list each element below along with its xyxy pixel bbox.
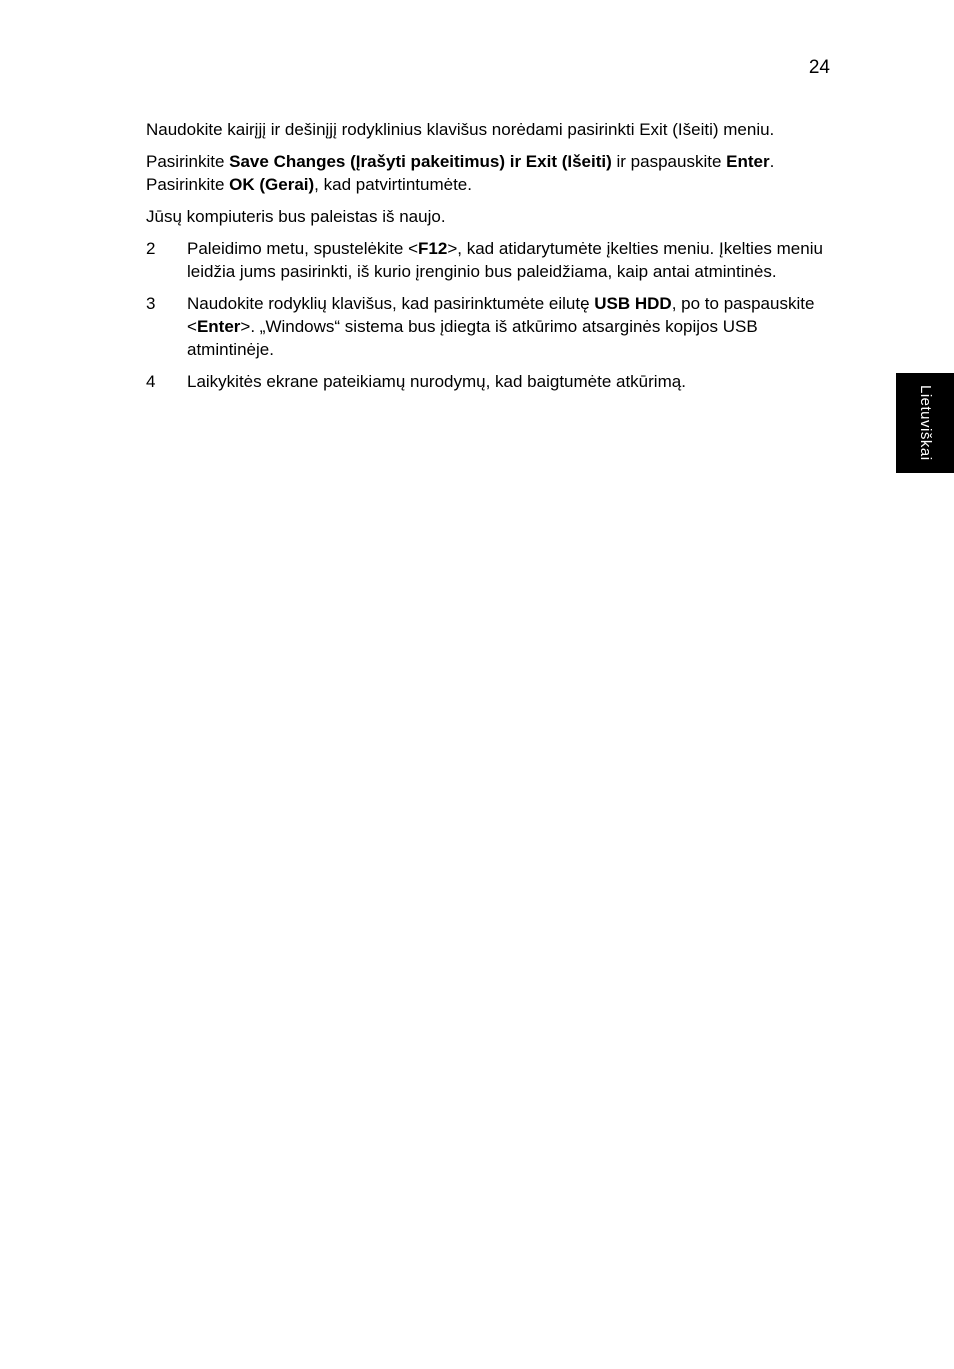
- text-run: ir paspauskite: [611, 152, 727, 171]
- page-number: 24: [808, 57, 830, 78]
- bold-usb-hdd: USB HDD: [594, 294, 672, 313]
- text-run: Paleidimo metu, spustelėkite <: [187, 239, 419, 258]
- text-run: , kad patvirtintumėte.: [314, 175, 472, 194]
- text-run: Pasirinkite: [146, 152, 230, 171]
- step-number: 4: [146, 372, 156, 391]
- step-text: [187, 237, 836, 283]
- list-item: [146, 370, 836, 393]
- paragraph-exit-menu: Naudokite kairįjį ir dešinįjį rodyklinius klavišus norėdami pasirinkti Exit (Išeiti) meniu.: [146, 120, 775, 139]
- text-run: . Pasirinkite: [146, 152, 775, 194]
- bold-enter: Enter: [196, 317, 241, 336]
- text-run: Naudokite rodyklių klavišus, kad pasirinktumėte eilutę: [187, 294, 595, 313]
- text-run: , po to paspauskite <: [187, 294, 815, 336]
- bold-ok: OK (Gerai): [229, 175, 315, 194]
- list-item: [146, 237, 836, 283]
- step-number: 2: [146, 239, 156, 258]
- steps-list: [146, 237, 836, 393]
- step-number: 3: [146, 294, 156, 313]
- bold-save-changes: Save Changes (Įrašyti pakeitimus) ir Exit (Išeiti): [229, 152, 612, 171]
- text-run: >, kad atidarytumėte įkelties meniu. Įkelties meniu leidžia jums pasirinkti, iš kurio įrenginio bus paleidžiama, kaip antai atmintinės.: [187, 239, 823, 281]
- language-tab-label: Lietuviškai: [917, 385, 934, 461]
- language-side-tab: [896, 373, 954, 473]
- bold-enter: Enter: [726, 152, 770, 171]
- text-run: >. „Windows“ sistema bus įdiegta iš atkūrimo atsarginės kopijos USB atmintinėje.: [187, 317, 758, 359]
- paragraph-restart: Jūsų kompiuteris bus paleistas iš naujo.: [146, 207, 446, 226]
- step-text: [187, 292, 836, 361]
- step-text: Laikykitės ekrane pateikiamų nurodymų, kad baigtumėte atkūrimą.: [187, 372, 686, 391]
- document-body: [146, 118, 836, 402]
- list-item: [146, 292, 836, 361]
- bold-f12: F12: [418, 239, 448, 258]
- paragraph-save-changes: [146, 150, 836, 196]
